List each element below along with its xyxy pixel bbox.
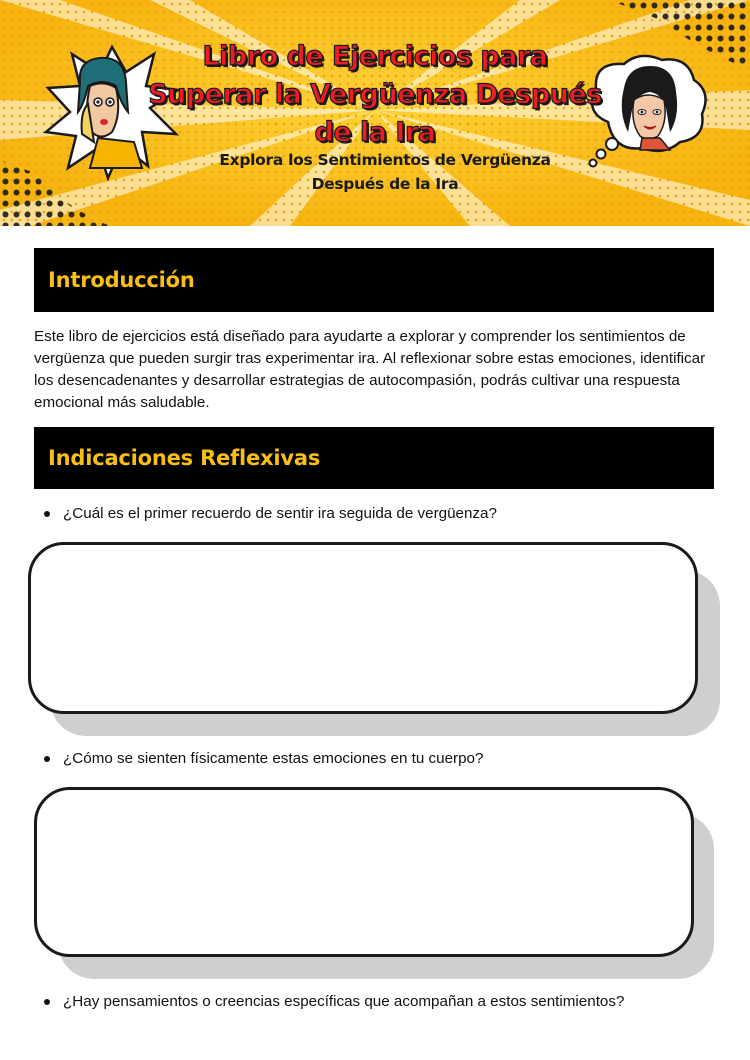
page-title: Libro de Ejercicios para Superar la Vergüenza Después de la Ira: [148, 41, 602, 148]
intro-section-header: [34, 248, 714, 312]
bullet-icon: [44, 756, 50, 762]
prompt-item: [44, 992, 714, 1012]
answer-area: [34, 787, 716, 981]
prompts-heading: Indicaciones Reflexivas: [48, 446, 321, 470]
answer-box[interactable]: [34, 787, 694, 957]
prompts-section-header: [34, 427, 714, 489]
intro-heading: Introducción: [48, 268, 195, 292]
prompt-item: [44, 504, 714, 524]
prompt-question: ¿Cómo se sienten físicamente estas emociones en tu cuerpo?: [63, 750, 484, 767]
intro-paragraph: Este libro de ejercicios está diseñado para ayudarte a explorar y comprender los sentimientos de vergüenza que pueden surgir tras experimentar ira. Al reflexionar sobre estas emociones, identificar los desencadenantes y desarrollar estrategias de autocompasión, podrás cultivar una respuesta emocional más saludable.: [34, 328, 706, 411]
answer-box[interactable]: [28, 542, 698, 714]
bullet-icon: [44, 511, 50, 517]
prompt-item: [44, 749, 714, 769]
page-subtitle: Explora los Sentimientos de Vergüenza Después de la Ira: [219, 151, 551, 193]
bullet-icon: [44, 999, 50, 1005]
prompt-question: ¿Cuál es el primer recuerdo de sentir ira seguida de vergüenza?: [63, 505, 497, 522]
header-banner: [0, 0, 750, 226]
answer-area: [28, 542, 722, 738]
prompt-question: ¿Hay pensamientos o creencias específicas que acompañan a estos sentimientos?: [63, 993, 625, 1010]
